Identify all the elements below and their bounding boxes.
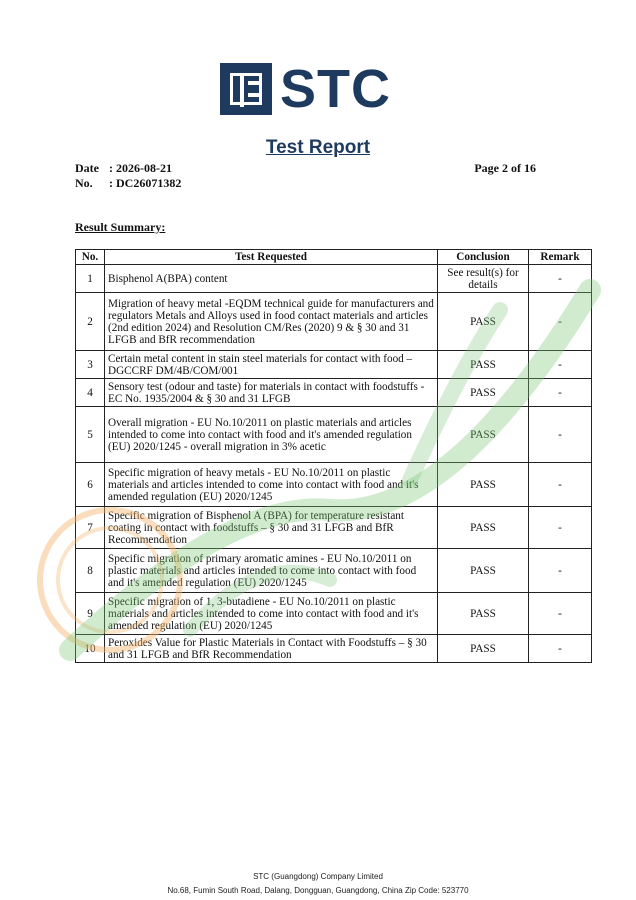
row-no: 7 xyxy=(76,507,105,549)
table-row xyxy=(76,507,592,549)
row-conclusion: PASS xyxy=(438,507,529,549)
row-test-requested: Specific migration of 1, 3-butadiene - EU No.10/2011 on plastic materials and articles intended to come into contact with food and it's amended regulation (EU) 2020/1245 xyxy=(105,593,438,635)
row-no: 5 xyxy=(76,407,105,463)
row-test-requested: Migration of heavy metal -EQDM technical guide for manufacturers and regulators Metals and Alloys used in food contact materials and articles (2nd edition 2024) and Resolution CM/Res (2020) 9 & § 30 and 31 LFGB and BfR recommendation xyxy=(105,293,438,351)
date-label: Date xyxy=(75,161,99,175)
report-no-label: No. xyxy=(75,176,93,190)
row-conclusion: PASS xyxy=(438,293,529,351)
table-row xyxy=(76,351,592,379)
row-test-requested: Specific migration of Bisphenol A (BPA) for temperature resistant coating in contact with foodstuffs – § 30 and 31 LFGB and BfR Recommendation xyxy=(105,507,438,549)
report-no-value: : DC26071382 xyxy=(109,176,182,190)
row-remark: - xyxy=(529,463,592,507)
row-remark: - xyxy=(529,351,592,379)
row-test-requested: Sensory test (odour and taste) for materials in contact with foodstuffs - EC No. 1935/2004 & § 30 and 31 LFGB xyxy=(105,379,438,407)
page-number: Page 2 of 16 xyxy=(474,161,536,175)
row-conclusion: PASS xyxy=(438,379,529,407)
row-test-requested: Specific migration of heavy metals - EU No.10/2011 on plastic materials and articles intended to come into contact with food and it's amended regulation (EU) 2020/1245 xyxy=(105,463,438,507)
row-no: 1 xyxy=(76,265,105,293)
row-remark: - xyxy=(529,265,592,293)
stc-logo-text: STC xyxy=(280,59,391,119)
row-conclusion: PASS xyxy=(438,593,529,635)
table-row xyxy=(76,593,592,635)
row-conclusion: PASS xyxy=(438,463,529,507)
date-value: : 2026-08-21 xyxy=(109,161,172,175)
row-remark: - xyxy=(529,635,592,663)
row-no: 3 xyxy=(76,351,105,379)
row-test-requested: Peroxides Value for Plastic Materials in Contact with Foodstuffs – § 30 and 31 LFGB and BfR Recommendation xyxy=(105,635,438,663)
row-remark: - xyxy=(529,379,592,407)
row-conclusion: PASS xyxy=(438,351,529,379)
table-row xyxy=(76,265,592,293)
row-remark: - xyxy=(529,549,592,593)
table-row xyxy=(76,407,592,463)
footer-company: STC (Guangdong) Company Limited xyxy=(253,872,383,881)
row-remark: - xyxy=(529,407,592,463)
row-no: 4 xyxy=(76,379,105,407)
header-conclusion: Conclusion xyxy=(438,250,529,265)
row-test-requested: Certain metal content in stain steel materials for contact with food – DGCCRF DM/4B/COM/001 xyxy=(105,351,438,379)
table-row xyxy=(76,293,592,351)
results-table xyxy=(75,249,592,663)
row-conclusion: See result(s) for details xyxy=(438,265,529,293)
result-summary-label: Result Summary: xyxy=(75,220,166,234)
row-conclusion: PASS xyxy=(438,549,529,593)
stc-logo xyxy=(220,58,420,120)
table-row xyxy=(76,463,592,507)
row-no: 8 xyxy=(76,549,105,593)
table-row xyxy=(76,635,592,663)
report-title: Test Report xyxy=(265,137,371,158)
table-row xyxy=(76,379,592,407)
header-no: No. xyxy=(76,250,105,265)
table-header-row xyxy=(76,250,592,265)
row-conclusion: PASS xyxy=(438,635,529,663)
row-no: 9 xyxy=(76,593,105,635)
header-remark: Remark xyxy=(529,250,592,265)
report-meta xyxy=(75,161,181,191)
footer-address: No.68, Fumin South Road, Dalang, Dongguan, Guangdong, China Zip Code: 523770 xyxy=(167,886,469,895)
row-conclusion: PASS xyxy=(438,407,529,463)
header-test-requested: Test Requested xyxy=(105,250,438,265)
row-no: 6 xyxy=(76,463,105,507)
row-remark: - xyxy=(529,293,592,351)
row-no: 2 xyxy=(76,293,105,351)
row-remark: - xyxy=(529,507,592,549)
row-test-requested: Bisphenol A(BPA) content xyxy=(105,265,438,293)
table-row xyxy=(76,549,592,593)
stc-logo-mark xyxy=(220,63,272,115)
row-test-requested: Overall migration - EU No.10/2011 on plastic materials and articles intended to come into contact with food and it's amended regulation (EU) 2020/1245 - overall migration in 3% acetic xyxy=(105,407,438,463)
row-test-requested: Specific migration of primary aromatic amines - EU No.10/2011 on plastic materials and articles intended to come into contact with food and it's amended regulation (EU) 2020/1245 xyxy=(105,549,438,593)
row-remark: - xyxy=(529,593,592,635)
row-no: 10 xyxy=(76,635,105,663)
